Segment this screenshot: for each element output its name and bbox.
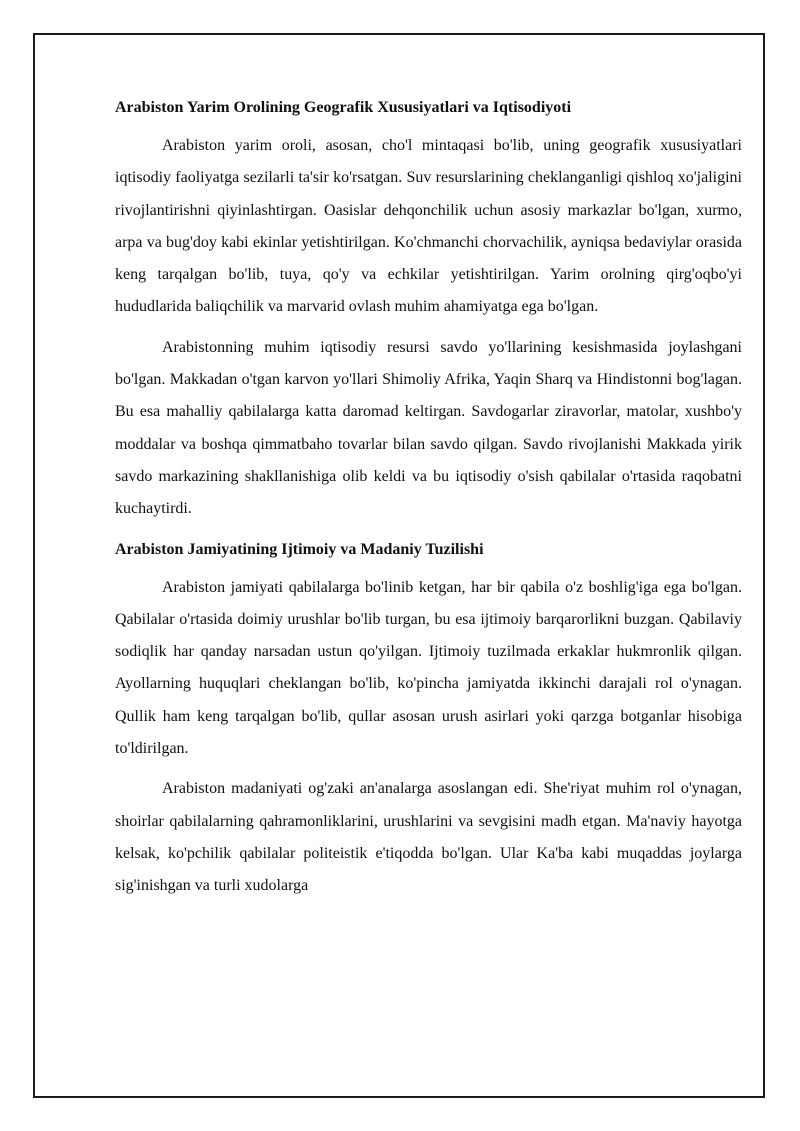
paragraph-geography: Arabiston yarim oroli, asosan, cho'l mintaqasi bo'lib, uning geografik xususiyatlari iqtisodiy faoliyatga sezilarli ta'sir ko'rsatgan. Suv resurslarining cheklanganligi qishloq xo'jaligini rivojlantirishni qiyinlashtirgan. Oasislar dehqonchilik uchun asosiy markazlar bo'lgan, xurmo, arpa va bug'doy kabi ekinlar yetishtirilgan. Ko'chmanchi chorvachilik, ayniqsa bedaviylar orasida keng tarqalgan bo'lib, tuya, qo'y va echkilar yetishtirilgan. Yarim orolning qirg'oqbo'yi hududlarida baliqchilik va marvarid ovlash muhim ahamiyatga ega bo'lgan. (115, 137, 742, 316)
paragraph-culture: Arabiston madaniyati og'zaki an'analarga asoslangan edi. She'riyat muhim rol o'ynagan, shoirlar qabilalarning qahramonliklarini, urushlarini va sevgisini madh etgan. Ma'naviy hayotga kelsak, ko'pchilik qabilalar politeistik e'tiqodda bo'lgan. Ular Ka'ba kabi muqaddas joylarga sig'inishgan va turli xudolarga (115, 780, 742, 895)
paragraph-trade: Arabistonning muhim iqtisodiy resursi savdo yo'llarining kesishmasida joylashgani bo'lgan. Makkadan o'tgan karvon yo'llari Shimoliy Afrika, Yaqin Sharq va Hindistonni bog'lagan. Bu esa mahalliy qabilalarga katta daromad keltirgan. Savdogarlar ziravorlar, matolar, xushbo'y moddalar va boshqa qimmatbaho tovarlar bilan savdo qilgan. Savdo rivojlanishi Makkada yirik savdo markazining shakllanishiga olib keldi va bu iqtisodiy o'sish qabilalar o'rtasida raqobatni kuchaytirdi. (115, 338, 742, 518)
document-body (115, 98, 742, 903)
section-heading-society: Arabiston Jamiyatining Ijtimoiy va Madaniy Tuzilishi (115, 540, 484, 558)
section-heading-geography: Arabiston Yarim Orolining Geografik Xususiyatlari va Iqtisodiyoti (115, 99, 572, 116)
paragraph-society: Arabiston jamiyati qabilalarga bo'linib ketgan, har bir qabila o'z boshlig'iga ega bo'lgan. Qabilalar o'rtasida doimiy urushlar bo'lib turgan, bu esa ijtimoiy barqarorlikni buzgan. Qabilaviy sodiqlik har qanday narsadan ustun qo'yilgan. Ijtimoiy tuzilmada erkaklar hukmronlik qilgan. Ayollarning huquqlari cheklangan bo'lib, ko'pincha jamiyatda ikkinchi darajali rol o'ynagan. Qullik ham keng tarqalgan bo'lib, qullar asosan urush asirlari yoki qarzga botganlar hisobiga to'ldirilgan. (115, 578, 742, 758)
